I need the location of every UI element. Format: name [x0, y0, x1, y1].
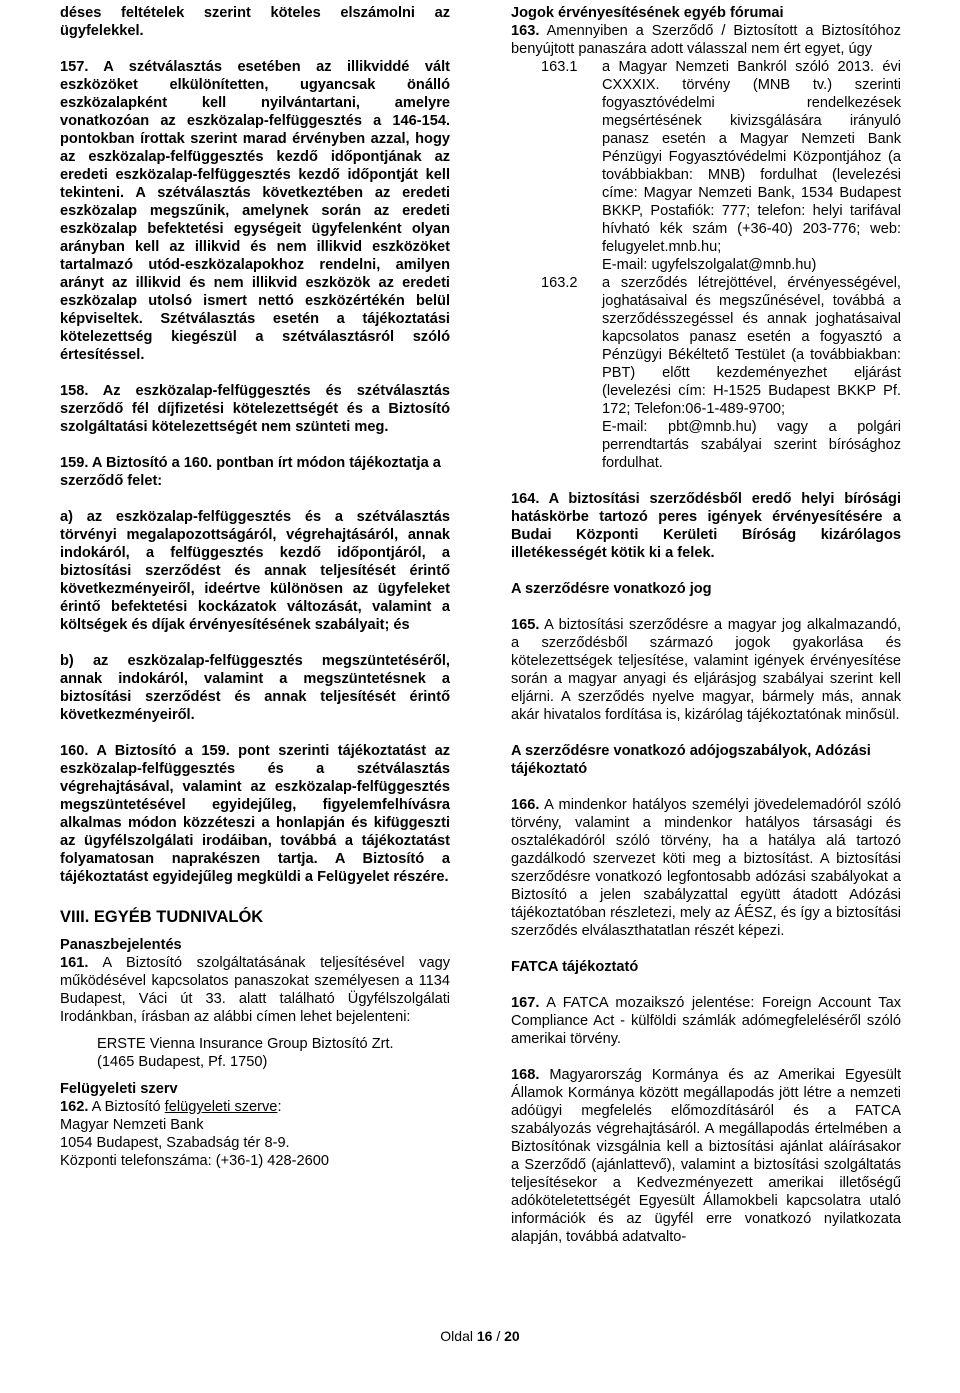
paragraph-157-text-b: A szétválasztás következtében az eredeti eszközalap megszűnik, amelynek során az eredeti eszközalap befektetési egységeit ügyfelenként olyan arányban kell az illikvid és nem illikvid eszközöket tartalmazó utód-eszközalapokhoz rendelni, amilyen arányt az illikvid és nem illikvid eszközök az eredeti eszközalap utolsó ismert nettó eszközértékén belül képviseltek.	[60, 185, 450, 327]
paragraph-158	[60, 382, 450, 436]
paragraph-157-number: 157.	[60, 59, 89, 75]
complaint-address-line-2: (1465 Budapest, Pf. 1750)	[97, 1054, 268, 1070]
heading-felugyeleti-szerv: Felügyeleti szerv	[60, 1081, 178, 1097]
paragraph-162-underlined: felügyeleti szerve	[164, 1099, 278, 1115]
paragraph-163-text: Amennyiben a Szerződő / Biztosított a Biztosítóhoz benyújtott panaszára adott válasszal nem ért egyet, úgy	[511, 23, 902, 57]
paragraph-166-number: 166.	[511, 797, 540, 813]
paragraph-158-text: Az eszközalap-felfüggesztés és szétválasztás szerződő fél díjfizetési kötelezettségét és a Biztosító szolgáltatási kötelezettségét nem szünteti meg.	[60, 383, 450, 435]
heading-jogok-forumai: Jogok érvényesítésének egyéb fórumai	[511, 5, 784, 21]
footer-page-number: 16	[476, 1328, 493, 1344]
section-heading-viii: VIII. EGYÉB TUDNIVALÓK	[60, 908, 264, 926]
paragraph-166	[511, 796, 901, 940]
footer-page-total: 20	[504, 1328, 520, 1344]
paragraph-161-text: A Biztosító szolgáltatásának teljesítésével vagy működésével kapcsolatos panaszokat személyesen a 1134 Budapest, Váci út 33. alatt található Ügyfélszolgálati Irodánkban, írásban az alábbi címen lehet bejelenteni:	[60, 955, 451, 1025]
paragraph-165-number: 165.	[511, 617, 540, 633]
paragraph-160	[60, 742, 450, 886]
paragraph-162	[60, 1098, 450, 1116]
mnb-name: Magyar Nemzeti Bank	[60, 1117, 204, 1133]
paragraph-167	[511, 994, 901, 1048]
item-163-1-text: a Magyar Nemzeti Bankról szóló 2013. évi CXXXIX. törvény (MNB tv.) szerinti fogyasztóvédelmi rendelkezések megsértésének kivizsgálására irányuló panasz esetén a Magyar Nemzeti Bank Pénzügyi Fogyasztóvédelmi Központjához (a továbbiakban: MNB) fordulhat (levelezési címe: Magyar Nemzeti Bank, 1534 Budapest BKKP, Postafiók: 777; telefon: helyi tarifával hívható kék szám (+36-40) 203-776; web: felugyelet.mnb.hu;	[602, 59, 901, 255]
paragraph-168-text: Magyarország Kormánya és az Amerikai Egyesült Államok Kormánya között megállapodás jött létre a nemzeti adóügyi megfelelés előmozdításáról és a FATCA szabályozás végrehajtásáról. A megállapodás értelmében a Biztosítónak vizsgálnia kell a biztosítási ajánlat aláírásakor a Szerződő (ajánlattevő), valamint a biztosítási szolgáltatás teljesítésekor a Kedvezményezett amerikai illetőségű adóköteletettségét Egyesült Államokbeli kapcsolatra utaló információk és az ügyfél erre vonatkozó nyilatkozata alapján, továbbá adatvalto-	[511, 1067, 901, 1245]
heading-panaszbejelentes: Panaszbejelentés	[60, 937, 182, 953]
paragraph-163-number: 163.	[511, 23, 540, 39]
paragraph-157	[60, 58, 450, 364]
paragraph-161-number: 161.	[60, 955, 89, 971]
item-163-1-body	[602, 58, 901, 274]
paragraph-165-text: A biztosítási szerződésre a magyar jog alkalmazandó, a szerződésből származó jogok gyakorlása és kötelezettségek teljesítése, valamint igények érvényesítése során a magyar anyagi és eljárásjog szabályai szerint kell eljárni. A szerződés nyelve magyar, bármely más, annak akár hivatalos fordítása is, kizárólag tájékoztatónak minősül.	[511, 617, 901, 723]
heading-fatca: FATCA tájékoztató	[511, 959, 639, 975]
mnb-phone: Központi telefonszáma: (+36-1) 428-2600	[60, 1153, 329, 1169]
paragraph-162-post: :	[277, 1099, 282, 1115]
paragraph-157-text-a: A szétválasztás esetében az illikviddé vált eszközöket elkülönítetten, ugyancsak önálló eszközalapként kell nyilvántartani, amelyre vonatkozóan az eszközalap-felfüggesztés a 146-154. pontokban írottak szerint marad érvényben azzal, hogy az eszközalap-felfüggesztés kezdő időpontjának az eredeti eszközalap-felfüggesztés kezdő időpontját kell tekinteni.	[60, 59, 450, 201]
page-footer	[0, 1327, 960, 1345]
complaint-address-line-1: ERSTE Vienna Insurance Group Biztosító Zrt.	[97, 1036, 394, 1052]
footer-separator: /	[496, 1328, 501, 1344]
paragraph-162-number: 162.	[60, 1099, 89, 1115]
paragraph-161	[60, 954, 450, 1026]
paragraph-162-pre: A Biztosító	[91, 1099, 161, 1115]
mnb-address: 1054 Budapest, Szabadság tér 8-9.	[60, 1135, 290, 1151]
paragraph-159: 159. A Biztosító a 160. pontban írt módon tájékoztatja a szerződő felet:	[60, 455, 441, 489]
item-163-2	[511, 274, 901, 472]
footer-label: Oldal	[440, 1328, 473, 1344]
right-column	[511, 4, 901, 1246]
paragraph-168	[511, 1066, 901, 1246]
paragraph-159-a: a) az eszközalap-felfüggesztés és a szétválasztás törvényi megalapozottságáról, végrehajtásáról, annak indokáról, a felfüggesztés kezdő időpontjáról, a biztosítási szerződést és annak teljesítését érintő következményeiről, ideértve különösen az ügyfeleket érintő befektetési kockázatok változását, valamint a költségek és díjak érvényesítésének szabályait; és	[60, 509, 450, 633]
paragraph-160-text: A Biztosító a 159. pont szerinti tájékoztatást az eszközalap-felfüggesztés és a szétválasztás végrehajtásával, valamint az eszközalap-felfüggesztés megszüntetésével egyidejűleg, figyelemfelhívásra alkalmas módon közzéteszi a honlapján és kifüggeszti az ügyfélszolgálati irodáiban, továbbá a tájékoztatást folyamatosan naprakészen tartja. A Biztosító a tájékoztatást egyidejűleg megküldi a Felügyelet részére.	[60, 743, 451, 885]
paragraph-167-number: 167.	[511, 995, 540, 1011]
paragraph-167-text: A FATCA mozaikszó jelentése: Foreign Account Tax Compliance Act - külföldi számlák adómegfeleléséről szóló amerikai törvény.	[511, 995, 901, 1047]
paragraph-160-number: 160.	[60, 743, 89, 759]
item-163-1-email: E-mail: ugyfelszolgalat@mnb.hu)	[602, 257, 817, 273]
paragraph-157-text-c: Szétválasztás esetén a tájékoztatási kötelezettség kiegészül a szétválasztásról szóló értesítéssel.	[60, 311, 450, 363]
item-163-1-number: 163.1	[541, 59, 578, 75]
paragraph-159-b: b) az eszközalap-felfüggesztés megszüntetéséről, annak indokáról, valamint a megszüntetésnek a biztosítási szerződést és annak teljesítését érintő következményeiről.	[60, 653, 450, 723]
item-163-2-email: E-mail: pbt@mnb.hu) vagy a polgári perrendtartás szabályai szerint bírósághoz fordulhat.	[602, 419, 901, 471]
paragraph-163	[511, 22, 901, 58]
paragraph-166-text: A mindenkor hatályos személyi jövedelemadóról szóló törvény, valamint a mindenkor hatályos társasági és osztalékadóról szóló törvény, ha a hatálya alá tartozó gazdálkodó szervezet köti meg a biztosítást. A biztosítási szerződésre vonatkozó legfontosabb adózási szabályokat a Biztosító a jelen szabályzattal együtt átadott Adózási tájékoztatóban részletezi, mely az ÁÉSZ, és így a biztosítási szerződés elválaszthatatlan részét képezi.	[511, 797, 901, 939]
paragraph-165	[511, 616, 901, 724]
intro-paragraph: déses feltételek szerint köteles elszámolni az ügyfelekkel.	[60, 5, 450, 39]
paragraph-158-number: 158.	[60, 383, 89, 399]
paragraph-164: 164. A biztosítási szerződésből eredő helyi bírósági hatáskörbe tartozó peres igények érvényesítésére a Budai Központi Kerületi Bíróság kizárólagos illetékességét kötik ki a felek.	[511, 491, 901, 561]
heading-adojogszabalyok: A szerződésre vonatkozó adójogszabályok, Adózási tájékoztató	[511, 743, 871, 777]
item-163-2-number: 163.2	[541, 275, 578, 291]
left-column	[60, 4, 450, 1170]
heading-szerzodesre-vonatkozo-jog: A szerződésre vonatkozó jog	[511, 581, 712, 597]
item-163-2-text: a szerződés létrejöttével, érvényességével, joghatásaival és megszűnésével, továbbá a szerződésszegéssel és annak joghatásaival kapcsolatos panasz esetén a fogyasztó a Pénzügyi Békéltető Testület (a továbbiakban: PBT) előtt kezdeményezhet eljárást (levelezési cím: H-1525 Budapest BKKP Pf. 172; Telefon:06-1-489-9700;	[602, 275, 901, 417]
item-163-2-body	[602, 274, 901, 472]
paragraph-168-number: 168.	[511, 1067, 540, 1083]
item-163-1	[511, 58, 901, 274]
